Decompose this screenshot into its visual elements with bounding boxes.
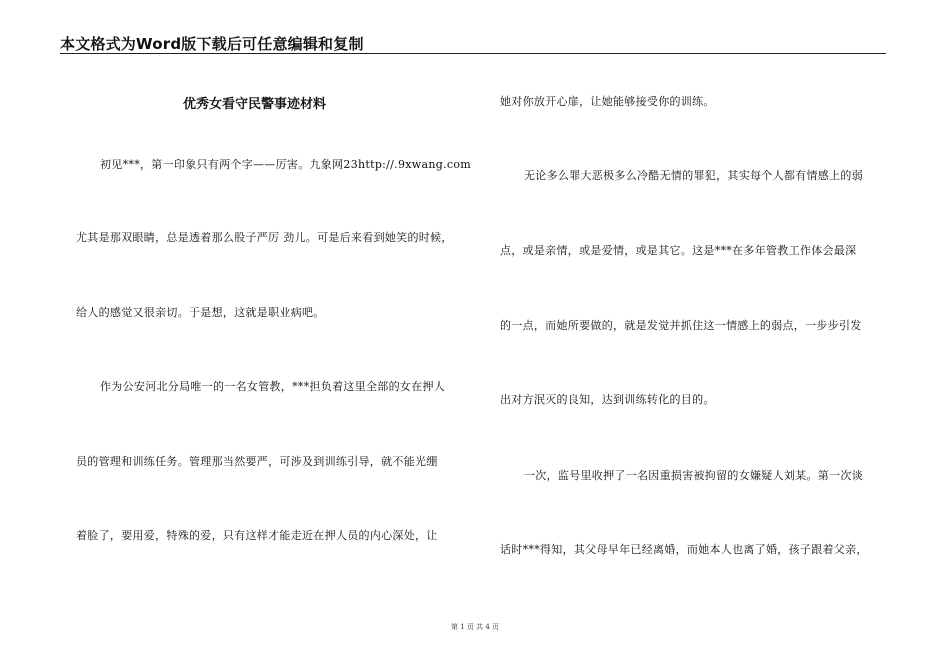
left-line-3: 给人的感觉又很亲切。于是想，这就是职业病吧。 [76,306,325,319]
header-rule [60,53,886,54]
right-line-6: 一次，监号里收押了一名因重损害被拘留的女嫌疑人刘某。第一次谈 [524,469,863,482]
left-line-6: 着脸了，要用爱，特殊的爱，只有这样才能走近在押人员的内心深处，让 [76,529,438,542]
left-line-5: 员的管理和训练任务。管理那当然要严，可涉及到训练引导，就不能光绷 [76,455,438,468]
right-line-2: 无论多么罪大恶极多么冷酷无情的罪犯，其实每个人都有情感上的弱 [524,169,863,182]
document-title: 优秀女看守民警事迹材料 [183,97,327,112]
left-line-2: 尤其是那双眼睛，总是透着那么股子严厉 劲儿。可是后来看到她笑的时候， [76,231,453,244]
right-line-4: 的一点，而她所要做的，就是发觉并抓住这一情感上的弱点，一步步引发 [500,319,862,332]
right-line-3: 点，或是亲情，或是爱情，或是其它。这是***在多年管教工作体会最深 [500,244,857,257]
page-footer: 第 1 页 共 4 页 [450,623,500,631]
right-line-5: 出对方泯灭的良知，达到训练转化的目的。 [500,393,715,406]
right-line-1: 她对你放开心扉，让她能够接受你的训练。 [500,95,715,108]
right-line-7: 话时***得知，其父母早年已经离婚，而她本人也离了婚，孩子跟着父亲， [500,543,868,556]
left-line-4: 作为公安河北分局唯一的一名女管教，***担负着这里全部的女在押人 [100,380,446,393]
page-header: 本文格式为Word版下载后可任意编辑和复制 [60,35,364,53]
left-line-1: 初见***，第一印象只有两个字——厉害。九象网23http://.9xwang.com [100,158,471,171]
